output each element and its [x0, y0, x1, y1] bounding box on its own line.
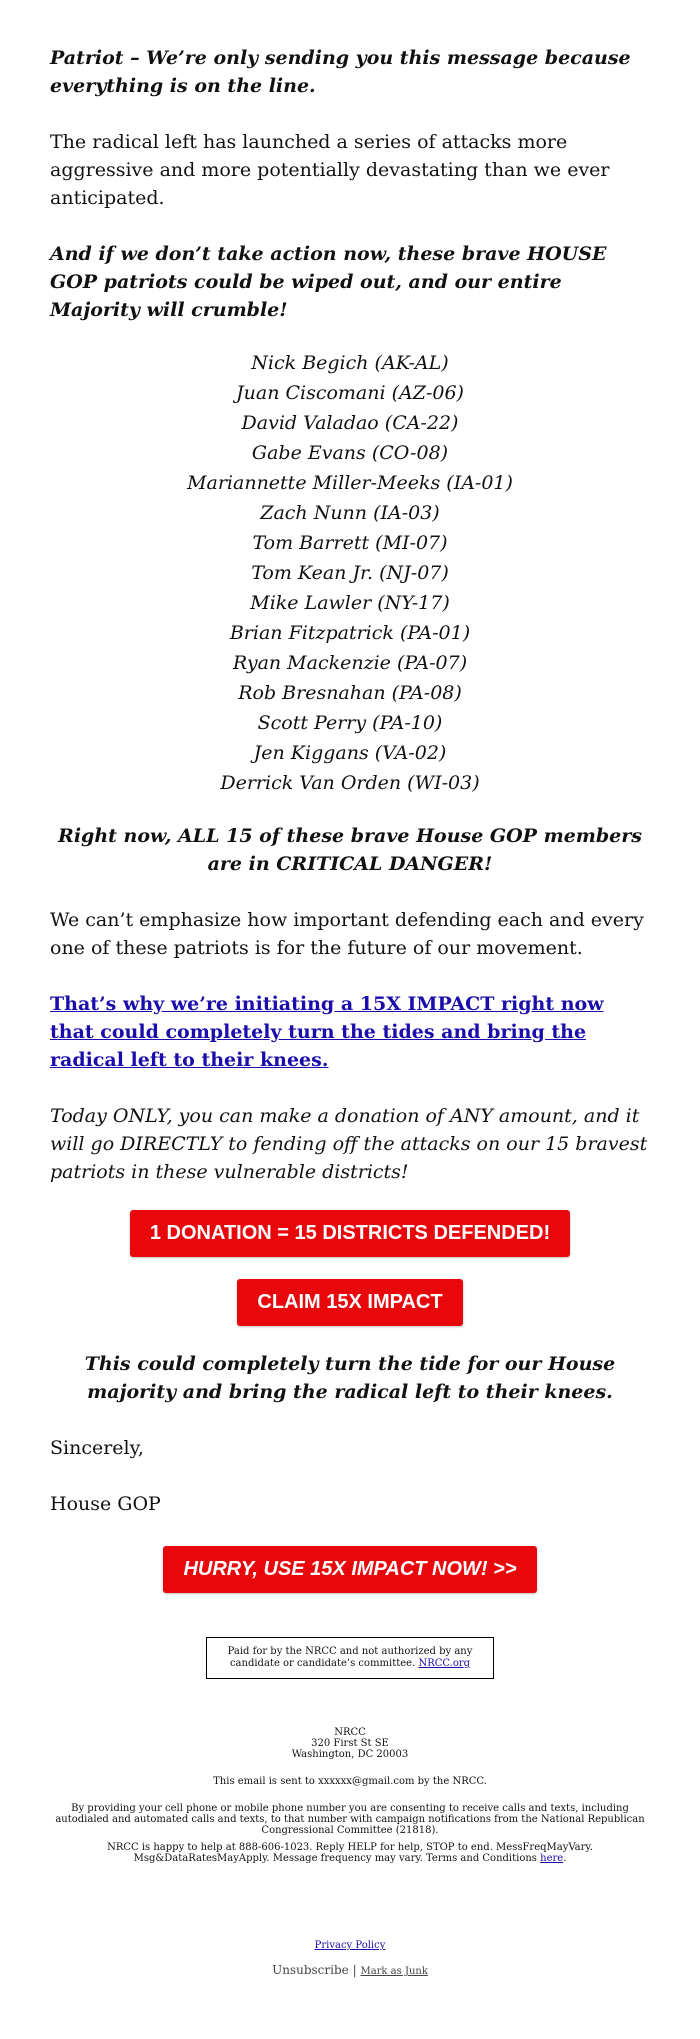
- patriot-item: Zach Nunn (IA-03): [260, 502, 440, 524]
- impact-link[interactable]: That’s why we’re initiating a 15X IMPACT right now that could completely turn the tides and bring the radical left to their knees.: [50, 993, 604, 1071]
- footer-help: NRCC is happy to help at 888-606-1023. Reply HELP for help, STOP to end. MessFreqMayVary. Msg&DataRatesMayApply. Message frequency may vary. Terms and Conditions here.: [107, 1842, 593, 1864]
- footer-consent: By providing your cell phone or mobile phone number you are consenting to receive calls and texts, including autodialed and automated calls and texts, to that number with campaign notifications from the National Republican Congressional Committee (21818).: [55, 1803, 645, 1836]
- footer-unsubscribe-row: [50, 1965, 650, 1977]
- claim-button-row: [50, 1279, 650, 1326]
- intro-heading: Patriot – We’re only sending you this message because everything is on the line.: [50, 47, 631, 97]
- patriot-item: Scott Perry (PA-10): [257, 712, 443, 734]
- donation-button-row: [50, 1210, 650, 1257]
- hurry-button[interactable]: HURRY, USE 15X IMPACT NOW! >>: [163, 1546, 536, 1593]
- footer-separator: |: [352, 1963, 357, 1977]
- hurry-button-row: [50, 1546, 650, 1593]
- impact-paragraph: [50, 990, 650, 1074]
- footer-help-text: NRCC is happy to help at 888-606-1023. Reply HELP for help, STOP to end. MessFreqMayVary. Msg&DataRatesMayApply. Message frequency may vary. Terms and Conditions: [107, 1842, 593, 1864]
- footer-street: 320 First St SE: [311, 1738, 389, 1749]
- footer: [50, 1727, 650, 1977]
- footer-sent-to: This email is sent to xxxxxx@gmail.com by the NRCC.: [213, 1776, 487, 1787]
- danger-heading: Right now, ALL 15 of these brave House GOP members are in CRITICAL DANGER!: [58, 825, 642, 875]
- unsubscribe-link[interactable]: Unsubscribe: [272, 1963, 349, 1977]
- patriot-item: Tom Kean Jr. (NJ-07): [251, 562, 449, 584]
- footer-address: [50, 1727, 650, 1760]
- patriot-item: Derrick Van Orden (WI-03): [220, 772, 480, 794]
- tide-heading: This could completely turn the tide for our House majority and bring the radical left to their knees.: [84, 1353, 616, 1403]
- patriot-list: [50, 348, 650, 798]
- nrcc-link[interactable]: NRCC.org: [418, 1658, 471, 1669]
- patriot-item: Brian Fitzpatrick (PA-01): [229, 622, 471, 644]
- privacy-policy-link[interactable]: Privacy Policy: [314, 1940, 386, 1951]
- importance-paragraph: We can’t emphasize how important defending each and every one of these patriots is for the future of our movement.: [50, 909, 644, 959]
- patriot-item: Gabe Evans (CO-08): [251, 442, 449, 464]
- patriot-item: Mike Lawler (NY-17): [250, 592, 450, 614]
- claim-impact-button[interactable]: CLAIM 15X IMPACT: [237, 1279, 462, 1326]
- donation-paragraph: Today ONLY, you can make a donation of ANY amount, and it will go DIRECTLY to fending off the attacks on our 15 bravest patriots in these vulnerable districts!: [50, 1105, 648, 1183]
- donation-button[interactable]: 1 DONATION = 15 DISTRICTS DEFENDED!: [130, 1210, 570, 1257]
- warning-heading: And if we don’t take action now, these brave HOUSE GOP patriots could be wiped out, and our entire Majority will crumble!: [50, 243, 607, 321]
- signature: House GOP: [50, 1493, 161, 1515]
- patriot-item: Mariannette Miller-Meeks (IA-01): [187, 472, 513, 494]
- footer-city: Washington, DC 20003: [291, 1749, 409, 1760]
- patriot-item: David Valadao (CA-22): [241, 412, 459, 434]
- patriot-item: Jen Kiggans (VA-02): [253, 742, 447, 764]
- patriot-item: Ryan Mackenzie (PA-07): [232, 652, 468, 674]
- mark-as-junk-link[interactable]: Mark as Junk: [360, 1966, 428, 1977]
- patriot-item: Nick Begich (AK-AL): [251, 352, 449, 374]
- patriot-item: Juan Ciscomani (AZ-06): [236, 382, 464, 404]
- attack-paragraph: The radical left has launched a series of attacks more aggressive and more potentially devastating than we ever anticipated.: [50, 131, 610, 209]
- patriot-item: Rob Bresnahan (PA-08): [238, 682, 462, 704]
- footer-org: NRCC: [334, 1727, 366, 1738]
- patriot-item: Tom Barrett (MI-07): [252, 532, 448, 554]
- signoff: Sincerely,: [50, 1437, 144, 1459]
- email-body: [50, 0, 650, 1977]
- paid-for-disclaimer: [206, 1637, 494, 1679]
- terms-link[interactable]: here: [540, 1853, 564, 1864]
- disclaimer-text: Paid for by the NRCC and not authorized by any candidate or candidate’s committee.: [227, 1646, 473, 1669]
- footer-privacy: [50, 1940, 650, 1951]
